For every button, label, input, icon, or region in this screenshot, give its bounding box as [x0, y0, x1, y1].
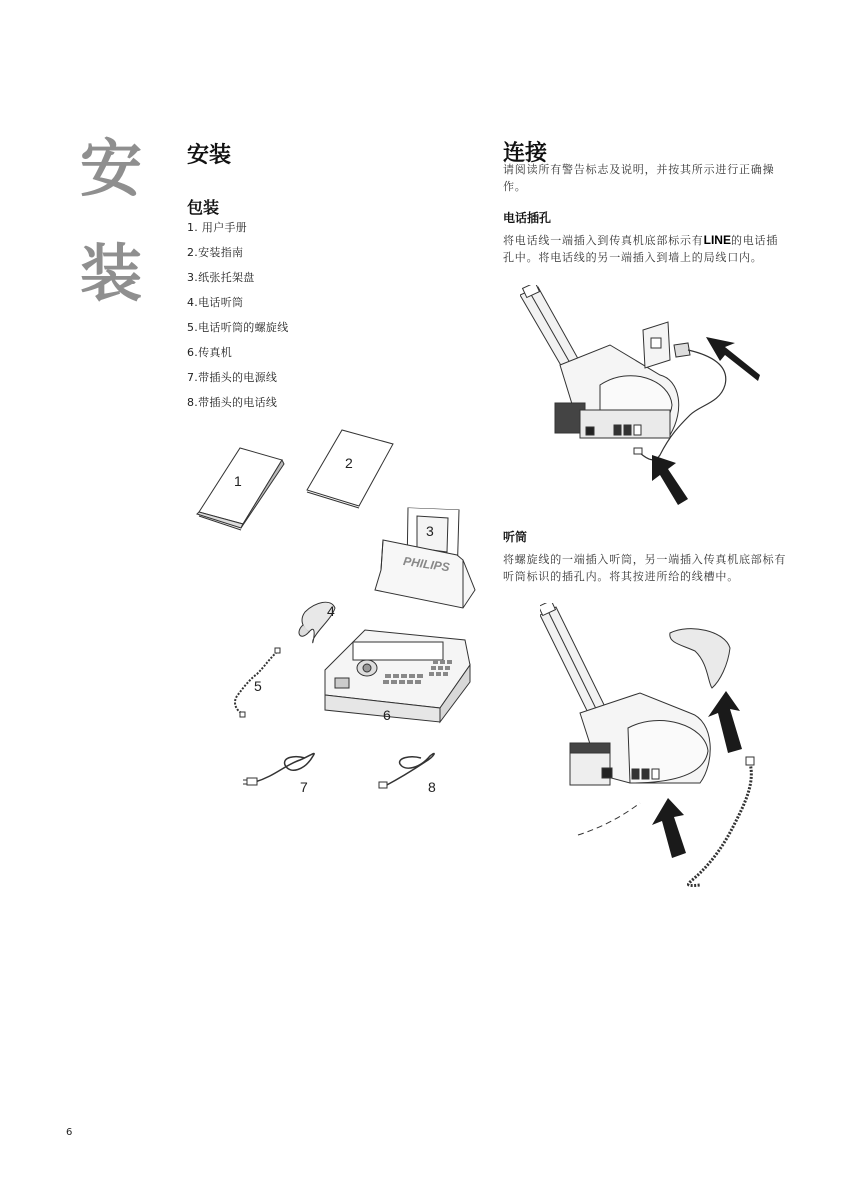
handset-connection-illustration	[540, 603, 780, 903]
phone-jack-text	[503, 232, 789, 266]
package-heading: 包装	[187, 198, 220, 217]
phone-jack-text-before: 将电话线一端插入到传真机底部标示有	[503, 234, 704, 247]
user-manual-drawing	[197, 448, 284, 530]
package-list	[187, 220, 289, 420]
figure-label-3: 3	[426, 523, 434, 539]
phone-jack-text-after: 的电话插孔中。将电话线的另一端插入到墙上的局线口内。	[503, 234, 779, 264]
tray-brand-label: PHILIPS	[402, 554, 451, 575]
figure-label-6: 6	[383, 707, 391, 723]
package-item-4: 4.电话听筒	[187, 296, 244, 309]
figure-label-2: 2	[345, 455, 353, 471]
figure-label-7: 7	[300, 779, 308, 795]
phone-jack-heading: 电话插孔	[503, 211, 552, 225]
package-item-5: 5.电话听筒的螺旋线	[187, 321, 289, 334]
telephone-cable-drawing	[379, 754, 434, 788]
package-item-8: 8.带插头的电话线	[187, 396, 278, 409]
phone-line-illustration	[520, 285, 770, 515]
handset-text: 将螺旋线的一端插入听筒，另一端插入传真机底部标有听筒标识的插孔内。将其按进所给的线槽中。	[503, 553, 787, 583]
package-item-1: 1. 用户手册	[187, 221, 248, 234]
fax-machine-drawing	[325, 630, 470, 722]
handset-heading: 听筒	[503, 530, 528, 544]
socket-up-arrow-icon	[652, 798, 686, 858]
figure-label-5: 5	[254, 678, 262, 694]
side-title-char-2: 装	[80, 237, 143, 310]
insert-arrow-icon-2	[652, 455, 688, 505]
insert-arrow-icon	[706, 337, 760, 381]
package-item-2: 2.安装指南	[187, 246, 244, 259]
page-title: 安装	[187, 142, 232, 168]
side-title-char-1: 安	[80, 132, 143, 205]
figure-label-4: 4	[327, 603, 335, 619]
package-item-6: 6.传真机	[187, 346, 232, 359]
line-label: LINE	[703, 233, 731, 247]
package-item-3: 3.纸张托架盘	[187, 271, 255, 284]
package-item-7: 7.带插头的电源线	[187, 371, 278, 384]
package-contents-illustration	[185, 420, 485, 810]
handset-up-arrow-icon	[708, 691, 742, 753]
page-number: 6	[66, 1127, 73, 1138]
figure-label-8: 8	[428, 779, 436, 795]
connection-title: 连接	[503, 140, 548, 166]
figure-label-1: 1	[234, 473, 242, 489]
connection-intro: 请阅读所有警告标志及说明，并按其所示进行正确操作。	[503, 163, 775, 193]
